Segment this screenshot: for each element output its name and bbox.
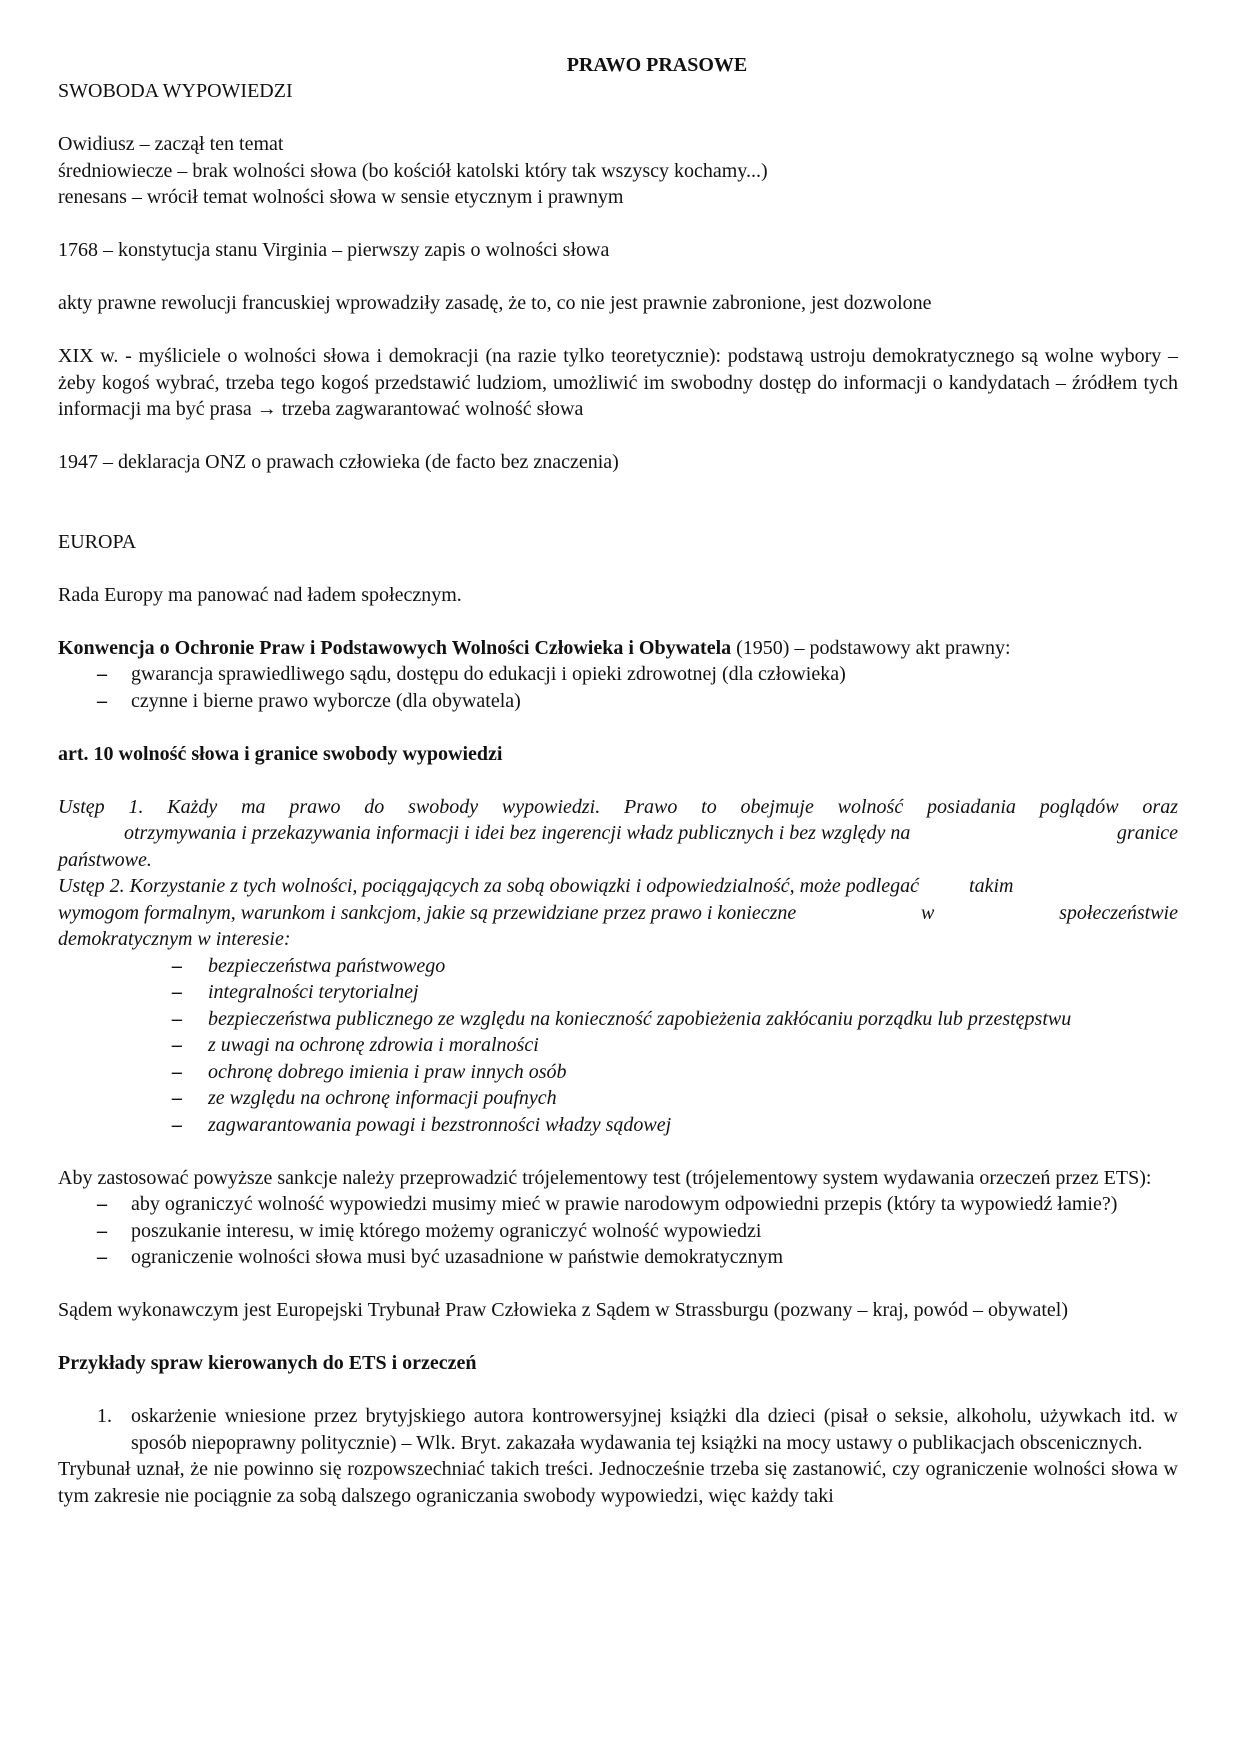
art10-heading: art. 10 wolność słowa i granice swobody wypowiedzi xyxy=(58,742,503,765)
spacer xyxy=(58,1377,1178,1404)
spacer xyxy=(58,1324,1178,1351)
list-item: – z uwagi na ochronę zdrowia i moralności xyxy=(58,1032,1178,1059)
dash-bullet-icon: – xyxy=(97,1219,107,1242)
list-item: – bezpieczeństwa państwowego xyxy=(58,953,1178,980)
ustep-1: Ustęp 1. Każdy ma prawo do swobody wypowiedzi. Prawo to obejmuje wolność posiadania poglądów oraz otrzymywania i przekazywania informacji i idei bez ingerencji władz publicznych i bez względy na granice państwowe. xyxy=(58,795,1178,871)
list-item: – aby ograniczyć wolność wypowiedzi musimy mieć w prawie narodowym odpowiedni przepis (który ta wypowiedź łamie?) xyxy=(58,1191,1178,1218)
spacer xyxy=(58,317,1178,344)
dash-bullet-icon: – xyxy=(172,1060,182,1083)
list-item: – poszukanie interesu, w imię którego możemy ograniczyć wolność wypowiedzi xyxy=(58,1218,1178,1245)
dash-bullet-icon: – xyxy=(172,1007,182,1030)
paragraph-sad-wykonawczy: Sądem wykonawczym jest Europejski Trybunał Praw Człowieka z Sądem w Strassburgu (pozwany – kraj, powód – obywatel) xyxy=(58,1299,1069,1321)
dash-bullet-icon: – xyxy=(172,981,182,1003)
list-item: – integralności terytorialnej xyxy=(58,979,1178,1006)
paragraph-xix-century: XIX w. - myśliciele o wolności słowa i demokracji (na razie tylko teoretycznie): podstawą ustroju demokratycznego są wolne wybory – żeby kogoś wybrać, trzeba tego kogoś przedstawić ludziom, umożliwić im swobodny dostęp do informacji o kandydatach – źródłem tych informacji ma być prasa → trzeba zagwarantować wolność słowa xyxy=(58,345,1178,420)
ustep-2: Ustęp 2. Korzystanie z tych wolności, pociągających za sobą obowiązki i odpowiedzialność, może podlegać takim wymogom formalnym, warunkom i sankcjom, jakie są przewidziane przez prawo i konieczne w społeczeństwie demokratycznym w interesie: xyxy=(58,875,1178,950)
konwencja-list xyxy=(58,661,1178,714)
dash-bullet-icon: – xyxy=(172,1034,182,1056)
history-line: Owidiusz – zaczął ten temat xyxy=(58,133,284,155)
list-item: – gwarancja sprawiedliwego sądu, dostępu do edukacji i opieki zdrowotnej (dla człowieka) xyxy=(58,661,1178,688)
example-item xyxy=(58,1403,1178,1456)
dash-bullet-icon: – xyxy=(172,1087,182,1109)
paragraph-rada-europy: Rada Europy ma panować nad ładem społecznym. xyxy=(58,583,462,606)
paragraph-konwencja xyxy=(58,635,1178,662)
dash-bullet-icon: – xyxy=(97,663,107,685)
spacer xyxy=(58,1271,1178,1298)
interests-list xyxy=(58,953,1178,1139)
spacer xyxy=(58,555,1178,582)
spacer xyxy=(58,767,1178,794)
spacer xyxy=(58,105,1178,132)
list-item: – zagwarantowania powagi i bezstronności władzy sądowej xyxy=(58,1112,1178,1139)
list-item: – ograniczenie wolności słowa musi być uzasadnione w państwie demokratycznym xyxy=(58,1244,1178,1271)
paragraph-1768: 1768 – konstytucja stanu Virginia – pierwszy zapis o wolności słowa xyxy=(58,239,610,261)
test-list xyxy=(58,1191,1178,1271)
spacer xyxy=(58,502,1178,529)
dash-bullet-icon: – xyxy=(97,689,107,712)
document-page xyxy=(58,52,1178,1509)
history-line: średniowiecze – brak wolności słowa (bo kościół katolski który tak wszyscy kochamy...) xyxy=(58,159,768,182)
spacer xyxy=(58,1138,1178,1165)
dash-bullet-icon: – xyxy=(97,1193,107,1215)
list-item: – ze względu na ochronę informacji poufnych xyxy=(58,1085,1178,1112)
list-item: – ochronę dobrego imienia i praw innych osób xyxy=(58,1059,1178,1086)
example-text: oskarżenie wniesione przez brytyjskiego autora kontrowersyjnej książki dla dzieci (pisał o seksie, alkoholu, używkach itd. w sposób niepoprawny politycznie) – Wlk. Bryt. zakazała wydawania tej książki na mocy ustawy o publikacjach obscenicznych. xyxy=(131,1405,1178,1454)
paragraph-trybunal: Trybunał uznał, że nie powinno się rozpowszechniać takich treści. Jednocześnie trzeba się zastanowić, czy ograniczenie wolności słowa w tym zakresie nie pociągnie za sobą dalszego ograniczania swobody wypowiedzi, więc każdy taki xyxy=(58,1458,1178,1507)
list-item: – czynne i bierne prawo wyborcze (dla obywatela) xyxy=(58,688,1178,715)
list-item: – bezpieczeństwa publicznego ze względu na konieczność zapobieżenia zakłócaniu porządku lub przestępstwu xyxy=(58,1006,1178,1033)
paragraph-test-intro: Aby zastosować powyższe sankcje należy przeprowadzić trójelementowy test (trójelementowy system wydawania orzeczeń przez ETS): xyxy=(58,1166,1152,1189)
example-number: 1. xyxy=(97,1405,112,1427)
konwencja-rest: (1950) – podstawowy akt prawny: xyxy=(731,636,1011,659)
spacer xyxy=(58,211,1178,238)
spacer xyxy=(58,714,1178,741)
examples-heading: Przykłady spraw kierowanych do ETS i orzeczeń xyxy=(58,1352,477,1374)
section-heading-europa: EUROPA xyxy=(58,530,137,553)
paragraph-1947: 1947 – deklaracja ONZ o prawach człowieka (de facto bez znaczenia) xyxy=(58,451,619,473)
history-line: renesans – wrócił temat wolności słowa w sensie etycznym i prawnym xyxy=(58,186,624,208)
konwencja-title: Konwencja o Ochronie Praw i Podstawowych Wolności Człowieka i Obywatela xyxy=(58,636,732,659)
dash-bullet-icon: – xyxy=(97,1246,107,1268)
spacer xyxy=(58,423,1178,450)
paragraph-french-revolution: akty prawne rewolucji francuskiej wprowadziły zasadę, że to, co nie jest prawnie zabronione, jest dozwolone xyxy=(58,292,932,314)
spacer xyxy=(58,608,1178,635)
dash-bullet-icon: – xyxy=(172,1113,182,1136)
spacer xyxy=(58,476,1178,503)
dash-bullet-icon: – xyxy=(172,954,182,977)
spacer xyxy=(58,264,1178,291)
section-heading-swoboda: SWOBODA WYPOWIEDZI xyxy=(58,80,293,102)
document-title: PRAWO PRASOWE xyxy=(566,54,748,76)
